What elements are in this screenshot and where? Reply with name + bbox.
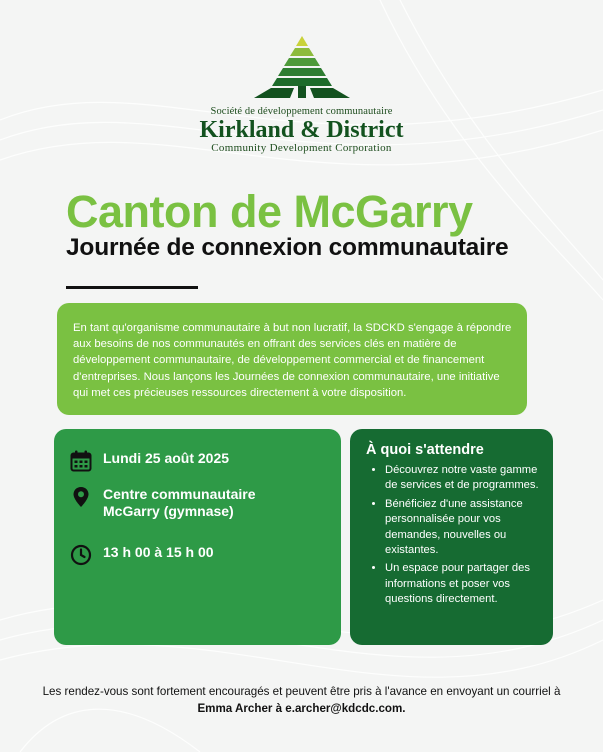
event-location-line1: Centre communautaire xyxy=(103,486,256,502)
clock-icon xyxy=(70,544,92,566)
logo-organization-name: Kirkland & District xyxy=(199,117,404,143)
intro-panel xyxy=(57,303,527,415)
page-title: Canton de McGarry xyxy=(66,186,473,237)
tree-triangle-icon xyxy=(254,36,350,100)
event-location-row xyxy=(70,486,255,520)
event-date: Lundi 25 août 2025 xyxy=(103,450,230,466)
list-item: • Découvrez notre vaste gamme de services et de programmes. xyxy=(385,463,543,494)
what-to-expect-list xyxy=(366,463,543,608)
event-location-line2: McGarry (gymnase) xyxy=(103,503,234,519)
organization-logo xyxy=(0,36,603,154)
logo-french-line: Société de développement communautaire xyxy=(210,106,393,117)
logo-english-line: Community Development Corporation xyxy=(211,142,392,154)
what-to-expect-heading: À quoi s'attendre xyxy=(366,442,484,458)
page-subtitle: Journée de connexion communautaire xyxy=(66,234,509,261)
event-date-row xyxy=(70,450,229,472)
event-time: 13 h 00 à 15 h 00 xyxy=(103,544,214,560)
footer-text: Les rendez-vous sont fortement encouragés et peuvent être pris à l'avance en envoyant un courriel à xyxy=(42,685,561,698)
event-time-row xyxy=(70,544,214,566)
footer-note xyxy=(40,683,563,717)
event-details-panel xyxy=(54,429,341,645)
what-to-expect-panel xyxy=(350,429,553,645)
title-divider xyxy=(66,286,198,289)
list-item: • Bénéficiez d'une assistance personnalisée pour vos demandes, nouvelles ou existantes. xyxy=(385,497,543,559)
calendar-icon xyxy=(70,450,92,472)
list-item: • Un espace pour partager des informations et poser vos questions directement. xyxy=(385,561,543,607)
footer-contact: Emma Archer à e.archer@kdcdc.com. xyxy=(197,702,406,715)
map-pin-icon xyxy=(70,486,92,508)
event-location xyxy=(103,486,255,520)
intro-text: En tant qu'organisme communautaire à but non lucratif, la SDCKD s'engage à répondre aux besoins de nos communautés en offrant des services clés en matière de développement communautaire, de développement commercial et de financement d'entreprises. Nous lançons les Journées de connexion communautaire, une initiative qui met ces précieuses ressources directement à votre disposition. xyxy=(73,322,512,399)
